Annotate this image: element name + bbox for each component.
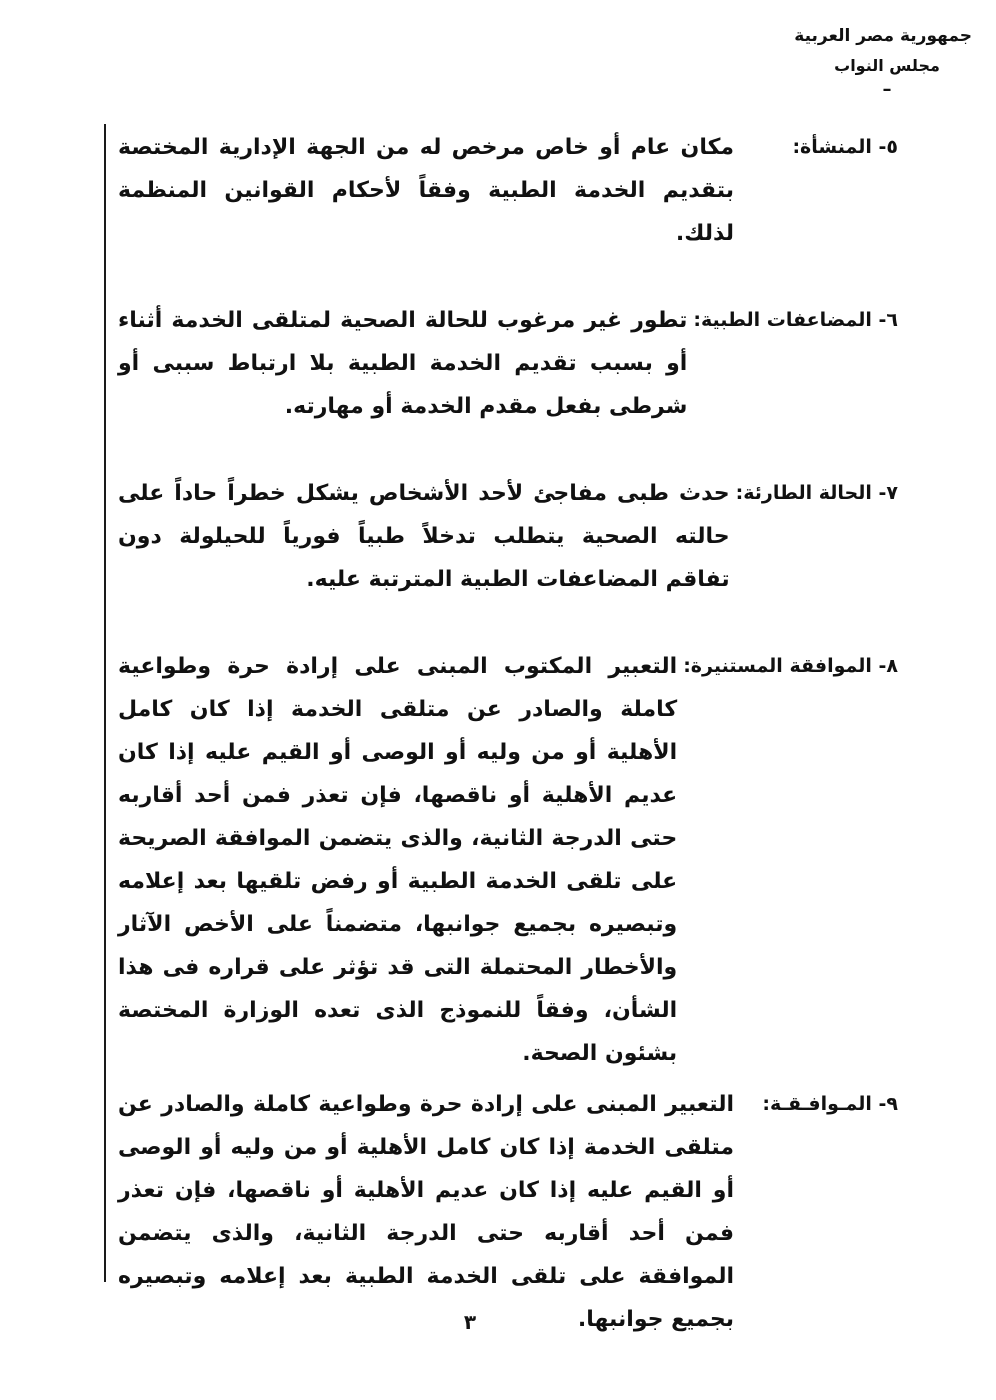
definition-text: التعبير المبنى على إرادة حرة وطواعية كاملة والصادر عن متلقى الخدمة إذا كان كامل الأهلية أو من وليه أو الوصى أو القيم عليه إذا كان عديم الأهلية أو ناقصها، فإن تعذر فمن أحد أقاربه حتى الدرجة الثانية، والذى يتضمن الموافقة على تلقى الخدمة الطبية بعد إعلامه وتبصيره بجميع جوانبها. <box>118 1092 734 1332</box>
left-vertical-rule <box>104 124 106 1282</box>
page-number: ٣ <box>463 1310 477 1334</box>
term-label: ٨- الموافقة المستنيرة: <box>683 655 898 677</box>
header-dash: – <box>882 79 892 100</box>
definition-text: حدث طبى مفاجئ لأحد الأشخاص يشكل خطراً حاداً على حالته الصحية يتطلب تدخلاً طبياً فورياً للحيلولة دون تفاقم المضاعفات الطبية المترتبة عليه. <box>118 481 730 592</box>
definition-item <box>118 1083 898 1341</box>
header-country-title: جمهورية مصر العربية <box>794 26 972 46</box>
term-label: ٦- المضاعفات الطبية: <box>693 309 898 331</box>
term-label: ٩- المـوافـقـة: <box>762 1093 898 1115</box>
definition-item <box>118 645 898 1075</box>
definition-item <box>118 126 898 255</box>
header-parliament-title: مجلس النواب <box>834 56 940 75</box>
definition-text: مكان عام أو خاص مرخص له من الجهة الإدارية المختصة بتقديم الخدمة الطبية وفقاً لأحكام القوانين المنظمة لذلك. <box>118 135 734 246</box>
term-label: ٥- المنشأة: <box>792 136 898 158</box>
term-label: ٧- الحالة الطارئة: <box>735 482 898 504</box>
definition-item <box>118 472 898 601</box>
definition-item <box>118 299 898 428</box>
definition-text: التعبير المكتوب المبنى على إرادة حرة وطواعية كاملة والصادر عن متلقى الخدمة إذا كان كامل الأهلية أو من وليه أو الوصى أو القيم عليه إذا كان عديم الأهلية أو ناقصها، فإن تعذر فمن أحد أقاربه حتى الدرجة الثانية، والذى يتضمن الموافقة الصريحة على تلقى الخدمة الطبية أو رفض تلقيها بعد إعلامه وتبصيره بجميع جوانبها، متضمناً على الأخص الآثار والأخطار المحتملة التى قد تؤثر على قراره فى هذا الشأن، وفقاً للنموذج الذى تعده الوزارة المختصة بشئون الصحة. <box>118 654 678 1066</box>
definitions-list <box>118 126 898 1341</box>
page-header <box>794 26 972 100</box>
definition-text: تطور غير مرغوب للحالة الصحية لمتلقى الخدمة أثناء أو بسبب تقديم الخدمة الطبية بلا ارتباط سببى أو شرطى بفعل مقدم الخدمة أو مهارته. <box>118 308 688 419</box>
